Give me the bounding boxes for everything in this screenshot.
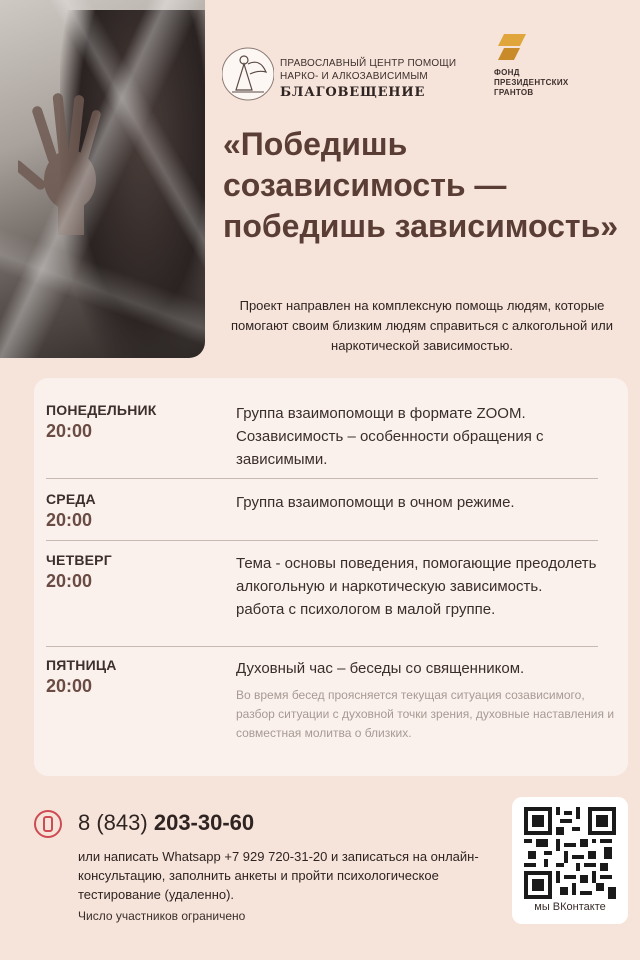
fund-line-2: ПРЕЗИДЕНТСКИХ bbox=[494, 78, 569, 87]
schedule-day: СРЕДА bbox=[46, 491, 96, 507]
org-line-1: ПРАВОСЛАВНЫЙ ЦЕНТР ПОМОЩИ bbox=[280, 58, 457, 69]
fund-logo-icon bbox=[494, 32, 530, 62]
annunciation-emblem-icon bbox=[222, 44, 274, 104]
qr-caption: мы ВКонтакте bbox=[534, 901, 606, 913]
schedule-day: ПЯТНИЦА bbox=[46, 657, 117, 673]
divider bbox=[46, 540, 598, 541]
schedule-day: ЧЕТВЕРГ bbox=[46, 552, 112, 568]
phone-icon bbox=[34, 810, 62, 838]
schedule-card bbox=[34, 378, 628, 776]
intro-text: Проект направлен на комплексную помощь людям, которые помогают своим близким людям справиться с алкогольной или наркотической зависимостью. bbox=[230, 298, 614, 353]
org-logo bbox=[222, 44, 472, 104]
schedule-desc bbox=[236, 657, 616, 743]
fund-logo bbox=[494, 32, 604, 102]
schedule-time: 20:00 bbox=[46, 421, 93, 441]
phone-main: 203-30-60 bbox=[153, 810, 255, 835]
headline: «Победишь созависимость — победишь зависимость» bbox=[223, 126, 619, 244]
participants-limit: Число участников ограничено bbox=[78, 909, 246, 923]
schedule-time: 20:00 bbox=[46, 571, 93, 591]
fund-line-1: ФОНД bbox=[494, 68, 520, 77]
plastic-sheen bbox=[0, 0, 205, 358]
schedule-desc: Группа взаимопомощи в формате ZOOM. Созависимость – особенности обращения с зависимыми. bbox=[236, 405, 544, 468]
schedule-desc-extra: работа с психологом в малой группе. bbox=[236, 601, 496, 618]
schedule-desc: Группа взаимопомощи в очном режиме. bbox=[236, 494, 515, 511]
divider bbox=[46, 646, 598, 647]
schedule-day: ПОНЕДЕЛЬНИК bbox=[46, 402, 157, 418]
qr-code-icon bbox=[524, 807, 616, 899]
divider bbox=[46, 478, 598, 479]
schedule-time: 20:00 bbox=[46, 510, 93, 530]
schedule-note: Во время бесед проясняется текущая ситуация созависимого, разбор ситуации с духовной точки зрения, духовные наставления и совместная молитва о близких. bbox=[236, 688, 615, 740]
contact-text: или написать Whatsapp +7 929 720-31-20 и записаться на онлайн-консультацию, заполнить анкеты и пройти психологическое тестирование (удаленно). bbox=[78, 849, 479, 902]
schedule-time: 20:00 bbox=[46, 676, 93, 696]
vk-qr-card[interactable] bbox=[512, 797, 628, 924]
org-line-2: НАРКО- И АЛКОЗАВИСИМЫМ bbox=[280, 71, 428, 82]
phone-number[interactable] bbox=[78, 810, 254, 836]
schedule-desc-main: Духовный час – беседы со священником. bbox=[236, 660, 525, 677]
phone-prefix: 8 (843) bbox=[78, 810, 148, 835]
org-name: БЛАГОВЕЩЕНИЕ bbox=[280, 85, 426, 100]
schedule-desc-main: Тема - основы поведения, помогающие преодолеть алкогольную и наркотическую зависимость. bbox=[236, 555, 597, 595]
hero-photo bbox=[0, 0, 205, 358]
schedule-desc bbox=[236, 552, 616, 621]
fund-line-3: ГРАНТОВ bbox=[494, 88, 534, 97]
